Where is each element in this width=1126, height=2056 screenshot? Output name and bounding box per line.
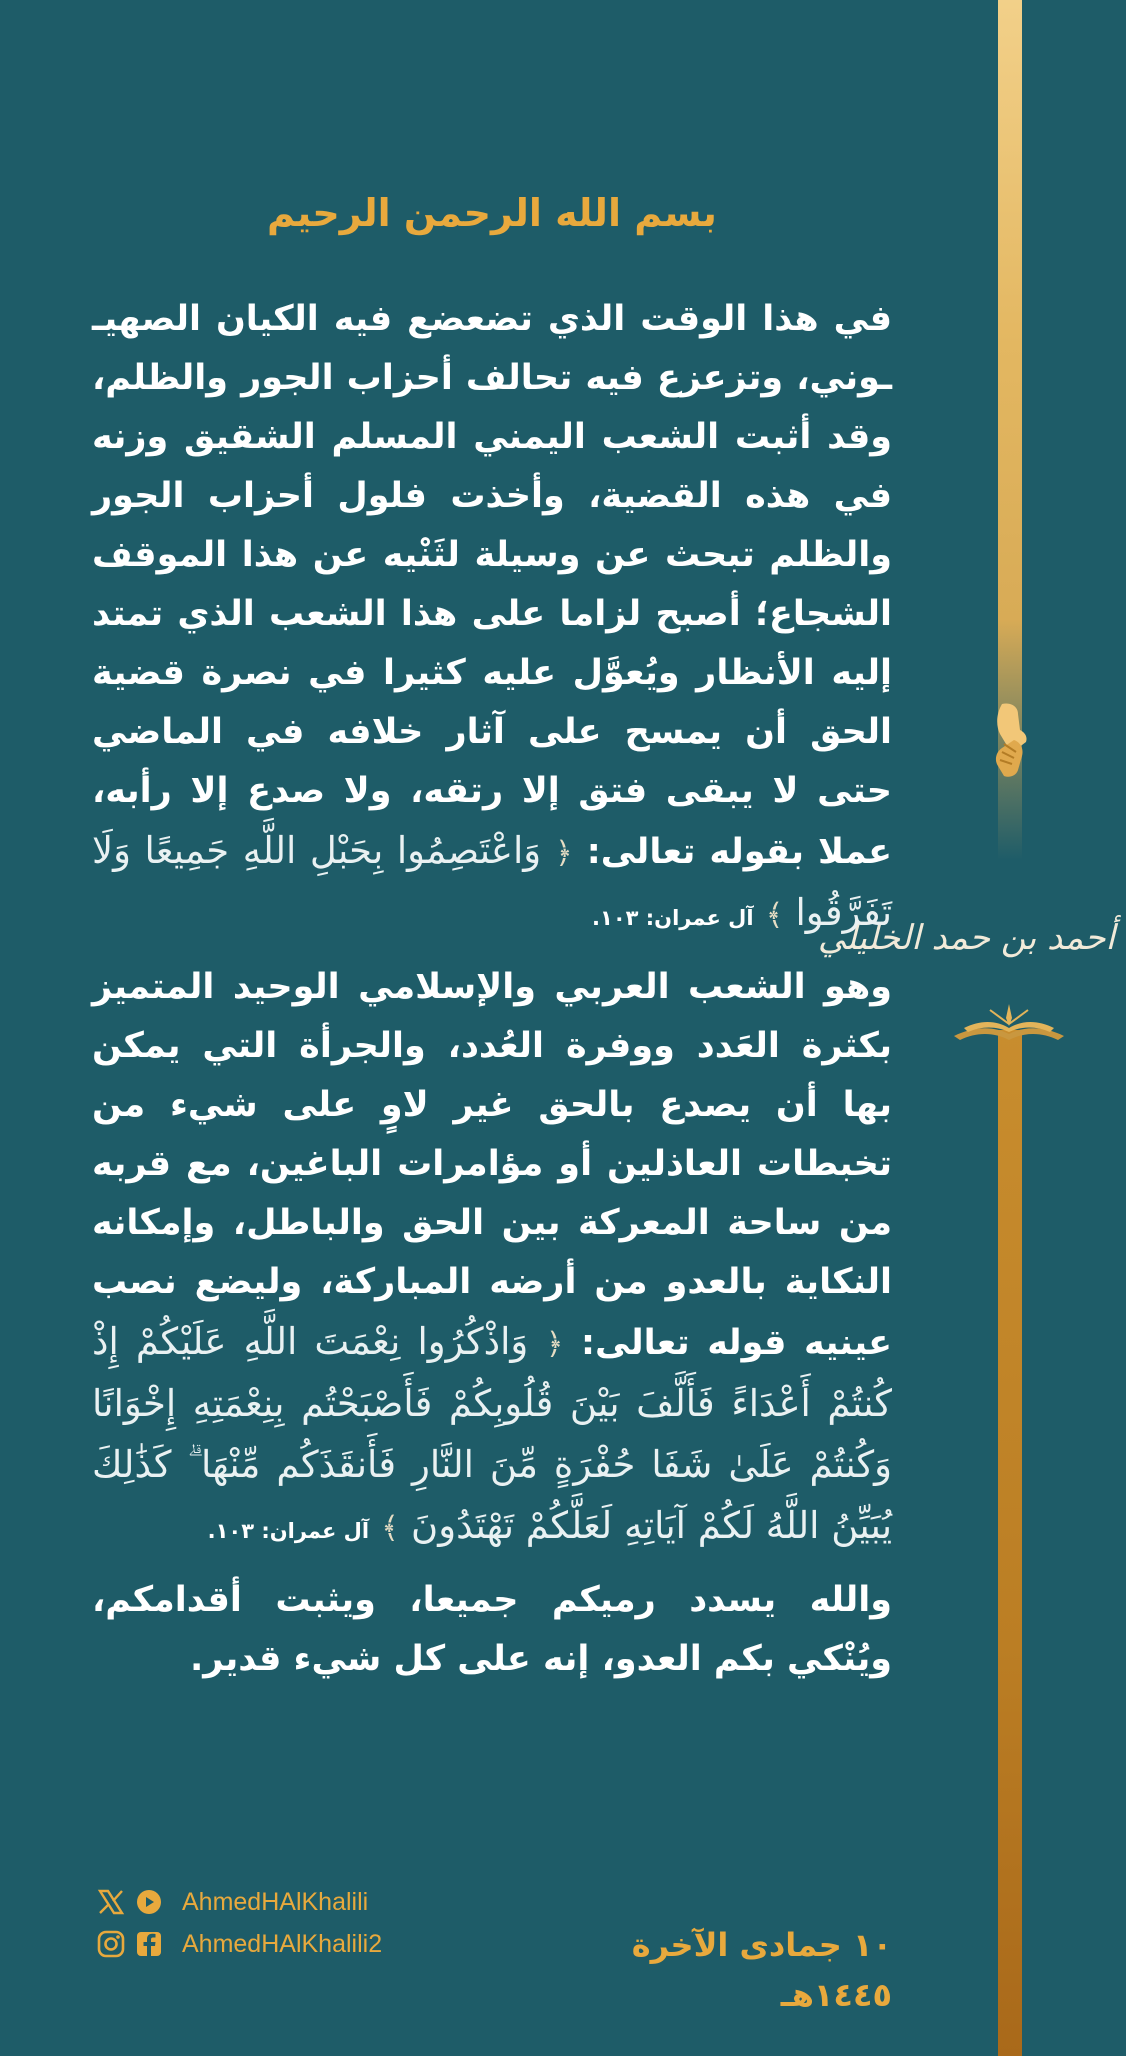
verse-1-citation: آل عمران: ١٠٣. — [592, 906, 754, 930]
author-signature: أحمد بن حمد الخليلي — [817, 918, 1115, 958]
hijri-date: ١٠ جمادى الآخرة ١٤٤٥هـ — [631, 1926, 892, 2014]
paragraph-2-text: وهو الشعب العربي والإسلامي الوحيد المتميز بكثرة العَدد ووفرة العُدد، والجرأة التي يمكن بها أن يصدع بالحق غير لاوٍ على شيء من تخبطات العاذلين أو مؤامرات الباغين، مع قربه من ساحة المعركة بين الحق والباطل، وإمكانه النكاية بالعدو من أرضه المباركة، وليضع نصب عينيه قوله تعالى: — [92, 967, 893, 1363]
basmala-heading: بسم الله الرحمن الرحيم — [267, 191, 717, 235]
handshake-icon — [984, 700, 1036, 780]
x-icon[interactable] — [96, 1887, 126, 1917]
paragraph-1 — [92, 290, 892, 948]
social-row-2 — [96, 1926, 382, 1962]
youtube-icon[interactable] — [134, 1887, 164, 1917]
gold-vertical-rule-bottom — [998, 1030, 1022, 2056]
paragraph-2 — [92, 958, 892, 1561]
paragraph-3: والله يسدد رميكم جميعا، ويثبت أقدامكم، ويُنْكي بكم العدو، إنه على كل شيء قدير. — [92, 1580, 892, 1679]
quran-close-ornament: ﴾ — [765, 898, 784, 933]
text-column — [92, 188, 892, 1689]
quran-open-ornament: ﴿ — [545, 1327, 564, 1362]
social-handle-1[interactable]: AhmedHAlKhalili — [182, 1888, 369, 1916]
quran-close-ornament: ﴾ — [381, 1511, 399, 1546]
instagram-icon[interactable] — [96, 1929, 126, 1959]
social-handle-2[interactable]: AhmedHAlKhalili2 — [182, 1930, 383, 1958]
paragraph-1-text: في هذا الوقت الذي تضعضع فيه الكيان الصهيـ ـوني، وتزعزع فيه تحالف أحزاب الجور والظلم، وقد أثبت الشعب اليمني المسلم الشقيق وزنه في هذه القضية، وأخذت فلول أحزاب الجور والظلم تبحث عن وسيلة لثَنْيه عن هذا الموقف الشجاع؛ أصبح لزاما على هذا الشعب الذي تمتد إليه الأنظار ويُعوَّل عليه كثيرا في نصرة قضية الحق أن يمسح على آثار خلافه في الماضي حتى لا يبقى فتق إلا رتقه، ولا صدع إلا رأبه، عملا بقوله تعالى: — [92, 299, 892, 872]
open-book-logo-icon — [950, 998, 1068, 1044]
quran-open-ornament: ﴿ — [555, 836, 573, 871]
quran-verse-2: وَاذْكُرُوا نِعْمَتَ اللَّهِ عَلَيْكُمْ إِذْ كُنتُمْ أَعْدَاءً فَأَلَّفَ بَيْنَ قُلُوبِكُمْ فَأَصْبَحْتُم بِنِعْمَتِهِ إِخْوَانًا وَكُنتُمْ عَلَىٰ شَفَا حُفْرَةٍ مِّنَ النَّارِ فَأَنقَذَكُم مِّنْهَا ۗ كَذَٰلِكَ يُبَيِّنُ اللَّهُ لَكُمْ آيَاتِهِ لَعَلَّكُمْ تَهْتَدُونَ — [92, 1320, 892, 1547]
quran-verse-1: وَاعْتَصِمُوا بِحَبْلِ اللَّهِ جَمِيعًا وَلَا تَفَرَّقُوا — [92, 829, 892, 934]
verse-2-citation: آل عمران: ١٠٣. — [207, 1519, 370, 1543]
social-row-1 — [96, 1884, 368, 1920]
facebook-icon[interactable] — [134, 1929, 164, 1959]
